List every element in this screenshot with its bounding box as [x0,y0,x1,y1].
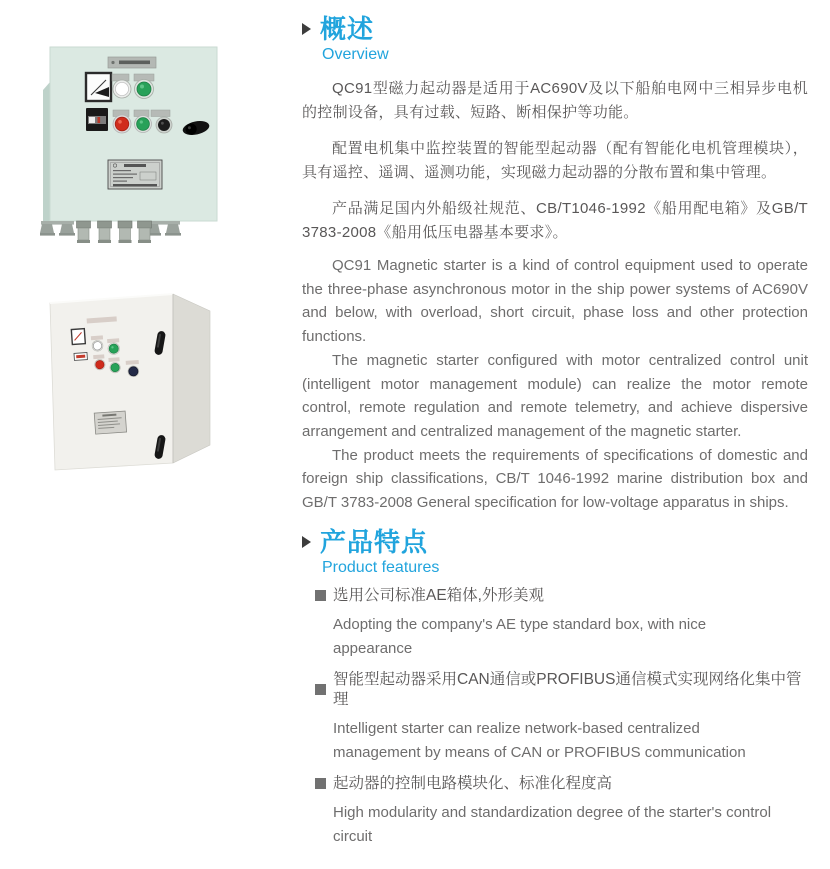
cable-gland [138,221,152,243]
overview-paragraph-zh: 配置电机集中监控装置的智能型起动器（配有智能化电机管理模块），具有遥控、遥调、遥测功能，实现磁力起动器的分散布置和集中管理。 [302,140,808,181]
green-push-button [110,362,121,373]
section-arrow-icon [302,536,311,548]
cabinet-side-face [43,82,50,227]
section-header [302,14,808,44]
white-indicator-button [113,80,131,98]
feature-title-row [315,586,808,606]
cable-gland [77,221,91,243]
green-push-button [135,116,152,133]
bullet-square-icon [315,778,326,789]
feature-title-row [315,774,808,794]
section-arrow-icon [302,23,311,35]
overview-paragraph-zh: 产品满足国内外船级社规范、CB/T1046-1992《船用配电箱》及GB/T 3783-2008《船用低压电器基本要求》。 [302,200,808,241]
black-push-button [156,117,172,133]
section-product-features [302,527,808,849]
name-strip [108,57,156,68]
red-indicator-window [74,353,87,361]
feature-item [302,670,808,765]
ammeter-icon [71,329,85,345]
feature-desc-en: Intelligent starter can realize network-based centralized management by means of CAN or PROFIBUS communication [333,719,746,761]
feature-item [302,586,808,661]
cable-gland [118,221,132,243]
overview-paragraph-en: QC91 Magnetic starter is a kind of control equipment used to operate the three-phase asynchronous motor in the ship power systems of AC690V and below, with overload, short circuit, phase loss and other protection functions. [302,257,808,346]
cabinet-angled-photo [40,281,222,483]
feature-title-zh: 智能型起动器采用CAN通信或PROFIBUS通信模式实现网络化集中管理 [333,670,802,708]
feature-title-row [315,670,808,710]
button-label-plate [91,335,103,340]
bullet-square-icon [315,590,326,601]
feature-title-zh: 选用公司标准AE箱体,外形美观 [333,586,544,604]
section-overview [302,14,808,515]
button-label-plate [93,354,104,359]
section-title-en: Overview [322,46,389,63]
overview-en-paragraphs [302,254,808,515]
overview-paragraph-en: The magnetic starter configured with motor centralized control unit (intelligent motor management module) can realize the motor remote control, remote regulation and remote telemetry, and achieve dispersive arrangement and centralized management of the magnetic starter. [302,351,808,440]
overview-paragraph-zh: QC91型磁力起动器是适用于AC690V及以下船舶电网中三相异步电机的控制设备，具有过载、短路、断相保护等功能。 [302,80,808,121]
cable-gland [98,221,112,243]
circuit-breaker-module [86,108,108,131]
button-label-plate [151,110,170,117]
section-title-zh: 产品特点 [320,526,429,557]
ammeter-icon [86,73,111,101]
section-title-en: Product features [322,558,440,576]
feature-item [302,774,808,849]
mounting-bracket [40,221,75,236]
green-indicator-button [135,80,154,99]
overview-paragraph-en: The product meets the requirements of specifications of domestic and foreign ship classifications, CB/T 1046-1992 marine distribution box and GB/T 3783-2008 General specification for low-voltage apparatus in ships. [302,446,808,512]
bullet-square-icon [315,684,326,695]
overview-zh-paragraphs [302,77,808,245]
red-push-button [113,115,131,133]
feature-desc-en: Adopting the company's AE type standard box, with nice appearance [333,615,707,657]
cabinet-side-face [173,294,210,463]
content-column [302,14,808,849]
cabinet-front-photo [28,40,248,252]
button-label-plate [107,338,119,343]
red-push-button [94,359,105,370]
section-title-zh: 概述 [320,14,375,44]
feature-title-zh: 起动器的控制电路模块化、标准化程度高 [333,774,613,792]
feature-desc-en: High modularity and standardization degree of the starter's control circuit [333,803,772,845]
section-header [302,527,808,557]
nameplate [108,160,162,189]
nameplate [94,411,126,434]
button-label-plate [108,357,119,362]
